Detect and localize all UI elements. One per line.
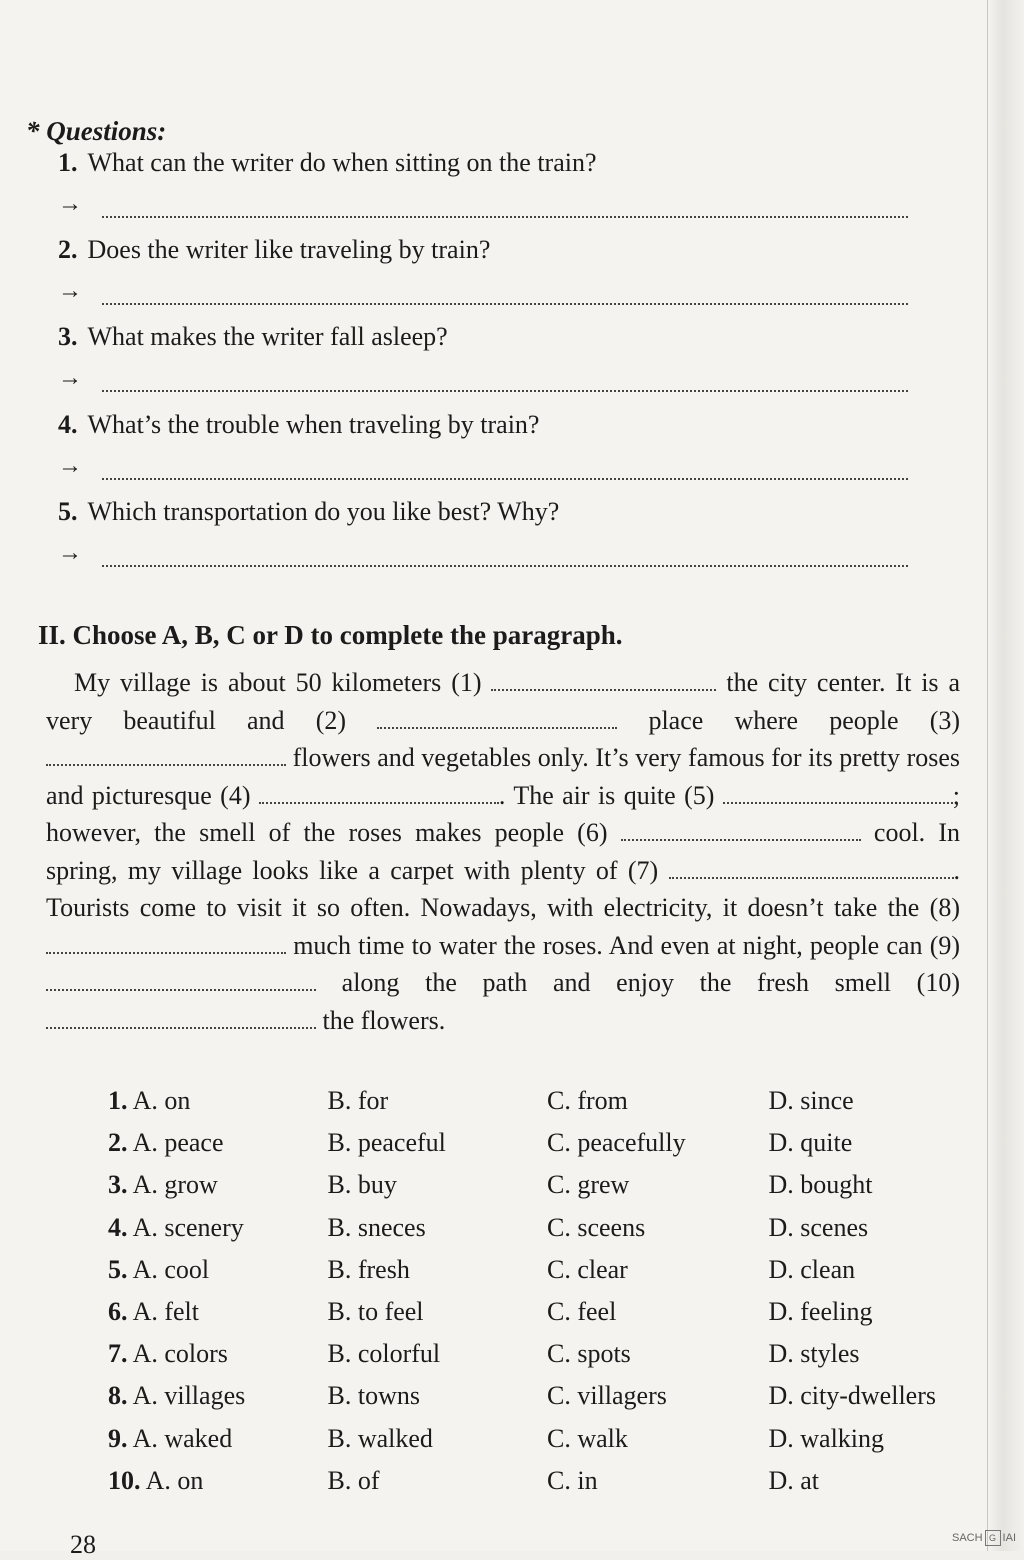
option-d[interactable]: D. quite	[768, 1128, 853, 1158]
answer-blank[interactable]	[102, 198, 908, 218]
option-number: 1.	[108, 1086, 128, 1116]
option-c[interactable]: C. feel	[547, 1297, 617, 1327]
option-row-5	[108, 1249, 988, 1291]
passage-text: the flowers.	[322, 1005, 446, 1035]
blank-7[interactable]	[669, 861, 954, 879]
passage-text: the city center. It is a very beautiful and (2)	[46, 668, 961, 735]
question-3	[58, 322, 918, 392]
option-b[interactable]: B. peaceful	[327, 1128, 446, 1158]
option-row-9	[108, 1418, 988, 1460]
option-d[interactable]: D. walking	[768, 1423, 885, 1453]
option-a[interactable]: A. cool	[132, 1254, 210, 1284]
question-text: What makes the writer fall asleep?	[87, 322, 448, 351]
option-d[interactable]: D. city-dwellers	[768, 1381, 936, 1411]
option-c[interactable]: C. spots	[547, 1339, 631, 1369]
arrow-icon: →	[58, 278, 82, 304]
watermark-tail: IAI	[1002, 1532, 1016, 1544]
option-a[interactable]: A. grow	[132, 1170, 218, 1200]
passage-text: My village is about 50 kilometers (1)	[74, 668, 482, 697]
option-row-8	[108, 1375, 988, 1417]
blank-5[interactable]	[723, 786, 953, 804]
answer-blank[interactable]	[102, 547, 908, 567]
question-text: What can the writer do when sitting on the train?	[87, 148, 597, 177]
blank-6[interactable]	[621, 823, 861, 841]
option-c[interactable]: C. villagers	[547, 1381, 667, 1411]
option-b[interactable]: B. sneces	[327, 1212, 426, 1242]
blank-9[interactable]	[46, 973, 316, 991]
option-b[interactable]: B. fresh	[327, 1254, 410, 1284]
passage-text: cool. In spring, my village looks like a carpet with plenty of (7)	[46, 818, 961, 885]
option-a[interactable]: A. felt	[132, 1297, 199, 1327]
passage-text: much time to water the roses. And even at night, people can (9)	[293, 930, 961, 960]
part2-title: II. Choose A, B, C or D to complete the paragraph.	[38, 620, 623, 650]
passage-text: . Tourists come to visit it so often. Nowadays, with electricity, it doesn’t take the (8)	[46, 855, 961, 922]
option-row-10	[108, 1460, 988, 1502]
passage-text: flowers and vegetables only. It’s very famous for its pretty roses and picturesque (4)	[46, 743, 961, 810]
option-a[interactable]: A. colors	[132, 1339, 228, 1369]
option-d[interactable]: D. bought	[768, 1170, 873, 1200]
question-text: Which transportation do you like best? Why?	[87, 497, 560, 526]
option-b[interactable]: B. for	[327, 1086, 389, 1116]
option-d[interactable]: D. styles	[768, 1339, 860, 1369]
option-number: 9.	[108, 1423, 128, 1453]
option-number: 4.	[108, 1212, 128, 1242]
option-c[interactable]: C. in	[547, 1465, 598, 1495]
option-d[interactable]: D. at	[768, 1465, 820, 1495]
option-a[interactable]: A. scenery	[132, 1212, 244, 1242]
arrow-icon: →	[58, 540, 82, 566]
option-row-1	[108, 1080, 988, 1122]
question-number: 5.	[58, 497, 78, 526]
option-c[interactable]: C. peacefully	[547, 1128, 686, 1158]
blank-10[interactable]	[46, 1011, 316, 1029]
answer-blank[interactable]	[102, 460, 908, 480]
question-text: What’s the trouble when traveling by train?	[87, 410, 540, 439]
option-a[interactable]: A. villages	[132, 1381, 246, 1411]
question-number: 1.	[58, 148, 78, 177]
passage-text: place where people (3)	[648, 705, 961, 735]
passage-text: ; however, the smell of the roses makes people (6)	[46, 780, 961, 847]
option-c[interactable]: C. clear	[547, 1254, 628, 1284]
answer-line[interactable]	[58, 364, 918, 392]
option-c[interactable]: C. sceens	[547, 1212, 646, 1242]
answer-line[interactable]	[58, 539, 918, 567]
option-a[interactable]: A. waked	[132, 1423, 233, 1453]
option-number: 8.	[108, 1381, 128, 1411]
option-a[interactable]: A. on	[132, 1086, 191, 1116]
question-1	[58, 148, 918, 218]
option-d[interactable]: D. feeling	[768, 1297, 873, 1327]
blank-1[interactable]	[491, 673, 716, 691]
watermark-box-icon: G	[985, 1530, 1001, 1546]
question-number: 4.	[58, 410, 78, 439]
option-b[interactable]: B. to feel	[327, 1297, 424, 1327]
page-number: 28	[70, 1530, 96, 1559]
question-text: Does the writer like traveling by train?	[87, 235, 491, 264]
blank-4[interactable]	[259, 786, 499, 804]
answer-blank[interactable]	[102, 285, 908, 305]
arrow-icon: →	[58, 453, 82, 479]
option-row-7	[108, 1333, 988, 1375]
option-b[interactable]: B. walked	[327, 1423, 433, 1453]
option-d[interactable]: D. since	[768, 1086, 854, 1116]
passage-text: . The air is quite (5)	[498, 780, 715, 810]
answer-blank[interactable]	[102, 372, 908, 392]
question-5	[58, 497, 918, 567]
answer-line[interactable]	[58, 277, 918, 305]
option-number: 2.	[108, 1128, 128, 1158]
page-edge	[987, 0, 1024, 1551]
option-row-3	[108, 1164, 988, 1206]
option-number: 5.	[108, 1254, 128, 1284]
option-a[interactable]: A. peace	[132, 1128, 224, 1158]
cloze-passage	[46, 664, 960, 1039]
blank-8[interactable]	[46, 936, 286, 954]
arrow-icon: →	[58, 365, 82, 391]
question-2	[58, 235, 918, 305]
option-a[interactable]: A. on	[145, 1465, 204, 1495]
arrow-icon: →	[58, 191, 82, 217]
option-b[interactable]: B. buy	[327, 1170, 397, 1200]
option-c[interactable]: C. grew	[547, 1170, 630, 1200]
answer-line[interactable]	[58, 190, 918, 218]
answer-options	[108, 1080, 988, 1502]
questions-heading: * Questions:	[26, 116, 167, 146]
blank-3[interactable]	[46, 748, 286, 766]
blank-2[interactable]	[377, 711, 617, 729]
answer-line[interactable]	[58, 452, 918, 480]
option-c[interactable]: C. from	[547, 1086, 628, 1116]
option-number: 10.	[108, 1465, 141, 1495]
option-d[interactable]: D. clean	[768, 1254, 856, 1284]
option-number: 3.	[108, 1170, 128, 1200]
option-b[interactable]: B. colorful	[327, 1339, 441, 1369]
option-b[interactable]: B. towns	[327, 1381, 420, 1411]
question-number: 3.	[58, 322, 78, 351]
option-b[interactable]: B. of	[327, 1465, 380, 1495]
passage-text: along the path and enjoy the fresh smell (10)	[341, 968, 960, 997]
question-4	[58, 410, 918, 480]
option-row-4	[108, 1207, 988, 1249]
watermark-text: SACH	[951, 1532, 983, 1544]
question-number: 2.	[58, 235, 78, 264]
option-number: 7.	[108, 1339, 128, 1369]
watermark-logo	[952, 1530, 1016, 1546]
option-row-6	[108, 1291, 988, 1333]
option-number: 6.	[108, 1297, 128, 1327]
option-d[interactable]: D. scenes	[768, 1212, 869, 1242]
option-c[interactable]: C. walk	[547, 1423, 628, 1453]
option-row-2	[108, 1122, 988, 1164]
